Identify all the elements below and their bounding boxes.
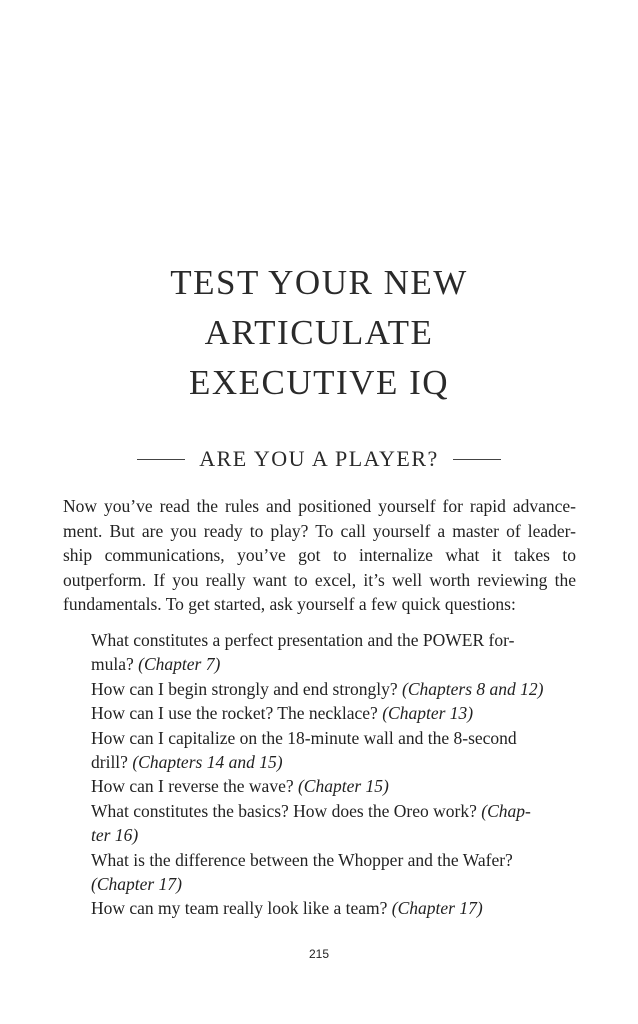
chapter-reference: (Chap- — [481, 800, 531, 821]
question-text: What is the difference between the Whopper and the Wafer? — [91, 849, 513, 870]
chapter-title-line: TEST YOUR NEW — [170, 263, 468, 302]
question-line — [91, 750, 581, 774]
question-line — [91, 872, 581, 896]
chapter-reference: (Chapters 8 and 12) — [402, 678, 544, 699]
question-line — [91, 726, 581, 750]
left-rule — [137, 459, 185, 460]
intro-line: ship communications, you’ve got to internalize what it takes to — [63, 545, 576, 566]
question-line — [91, 774, 581, 798]
intro-line: fundamentals. To get started, ask yourself a few quick questions: — [63, 594, 516, 615]
question-text: How can I reverse the wave? — [91, 776, 298, 797]
chapter-reference: ter 16) — [91, 825, 139, 846]
chapter-title — [0, 258, 638, 408]
right-rule — [453, 459, 501, 460]
question-line — [91, 677, 581, 701]
chapter-reference: (Chapter 17) — [91, 874, 182, 895]
intro-line: ment. But are you ready to play? To call yourself a master of leader- — [63, 520, 576, 541]
chapter-reference: (Chapter 17) — [391, 898, 483, 919]
section-heading-text: ARE YOU A PLAYER? — [199, 446, 439, 471]
question-text: How can my team really look like a team? — [91, 898, 392, 919]
question-text: What constitutes a perfect presentation and the POWER for- — [91, 630, 515, 650]
list-item — [91, 726, 581, 775]
question-line — [91, 799, 581, 823]
chapter-title-line: EXECUTIVE IQ — [188, 363, 450, 402]
question-text: How can I begin strongly and end strongly? — [91, 678, 403, 699]
question-text: mula? — [91, 654, 139, 675]
list-item — [91, 701, 581, 725]
question-text: What constitutes the basics? How does the Oreo work? — [91, 800, 482, 821]
question-line — [91, 823, 581, 847]
question-line — [91, 848, 581, 872]
chapter-reference: (Chapter 7) — [138, 654, 221, 675]
list-item — [91, 774, 581, 798]
question-text: drill? — [91, 752, 133, 773]
question-line — [91, 652, 581, 676]
question-text: How can I use the rocket? The necklace? — [91, 703, 383, 724]
list-item — [91, 896, 581, 920]
list-item — [91, 848, 581, 897]
list-item — [91, 677, 581, 701]
section-heading — [0, 446, 638, 472]
intro-line: Now you’ve read the rules and positioned yourself for rapid advance- — [63, 496, 576, 516]
chapter-reference: (Chapters 14 and 15) — [132, 752, 283, 773]
question-text: How can I capitalize on the 18-minute wall and the 8-second — [91, 727, 517, 748]
question-line — [91, 701, 581, 725]
chapter-reference: (Chapter 13) — [382, 703, 474, 724]
question-line — [91, 896, 581, 920]
chapter-reference: (Chapter 15) — [297, 776, 389, 797]
list-item — [91, 628, 581, 677]
intro-line: outperform. If you really want to excel, it’s well worth reviewing the — [63, 569, 576, 590]
chapter-title-line: ARTICULATE — [204, 313, 434, 352]
list-item — [91, 799, 581, 848]
question-list — [91, 628, 581, 921]
page-number: 215 — [308, 947, 330, 961]
intro-paragraph — [63, 494, 576, 617]
question-line — [91, 628, 581, 652]
